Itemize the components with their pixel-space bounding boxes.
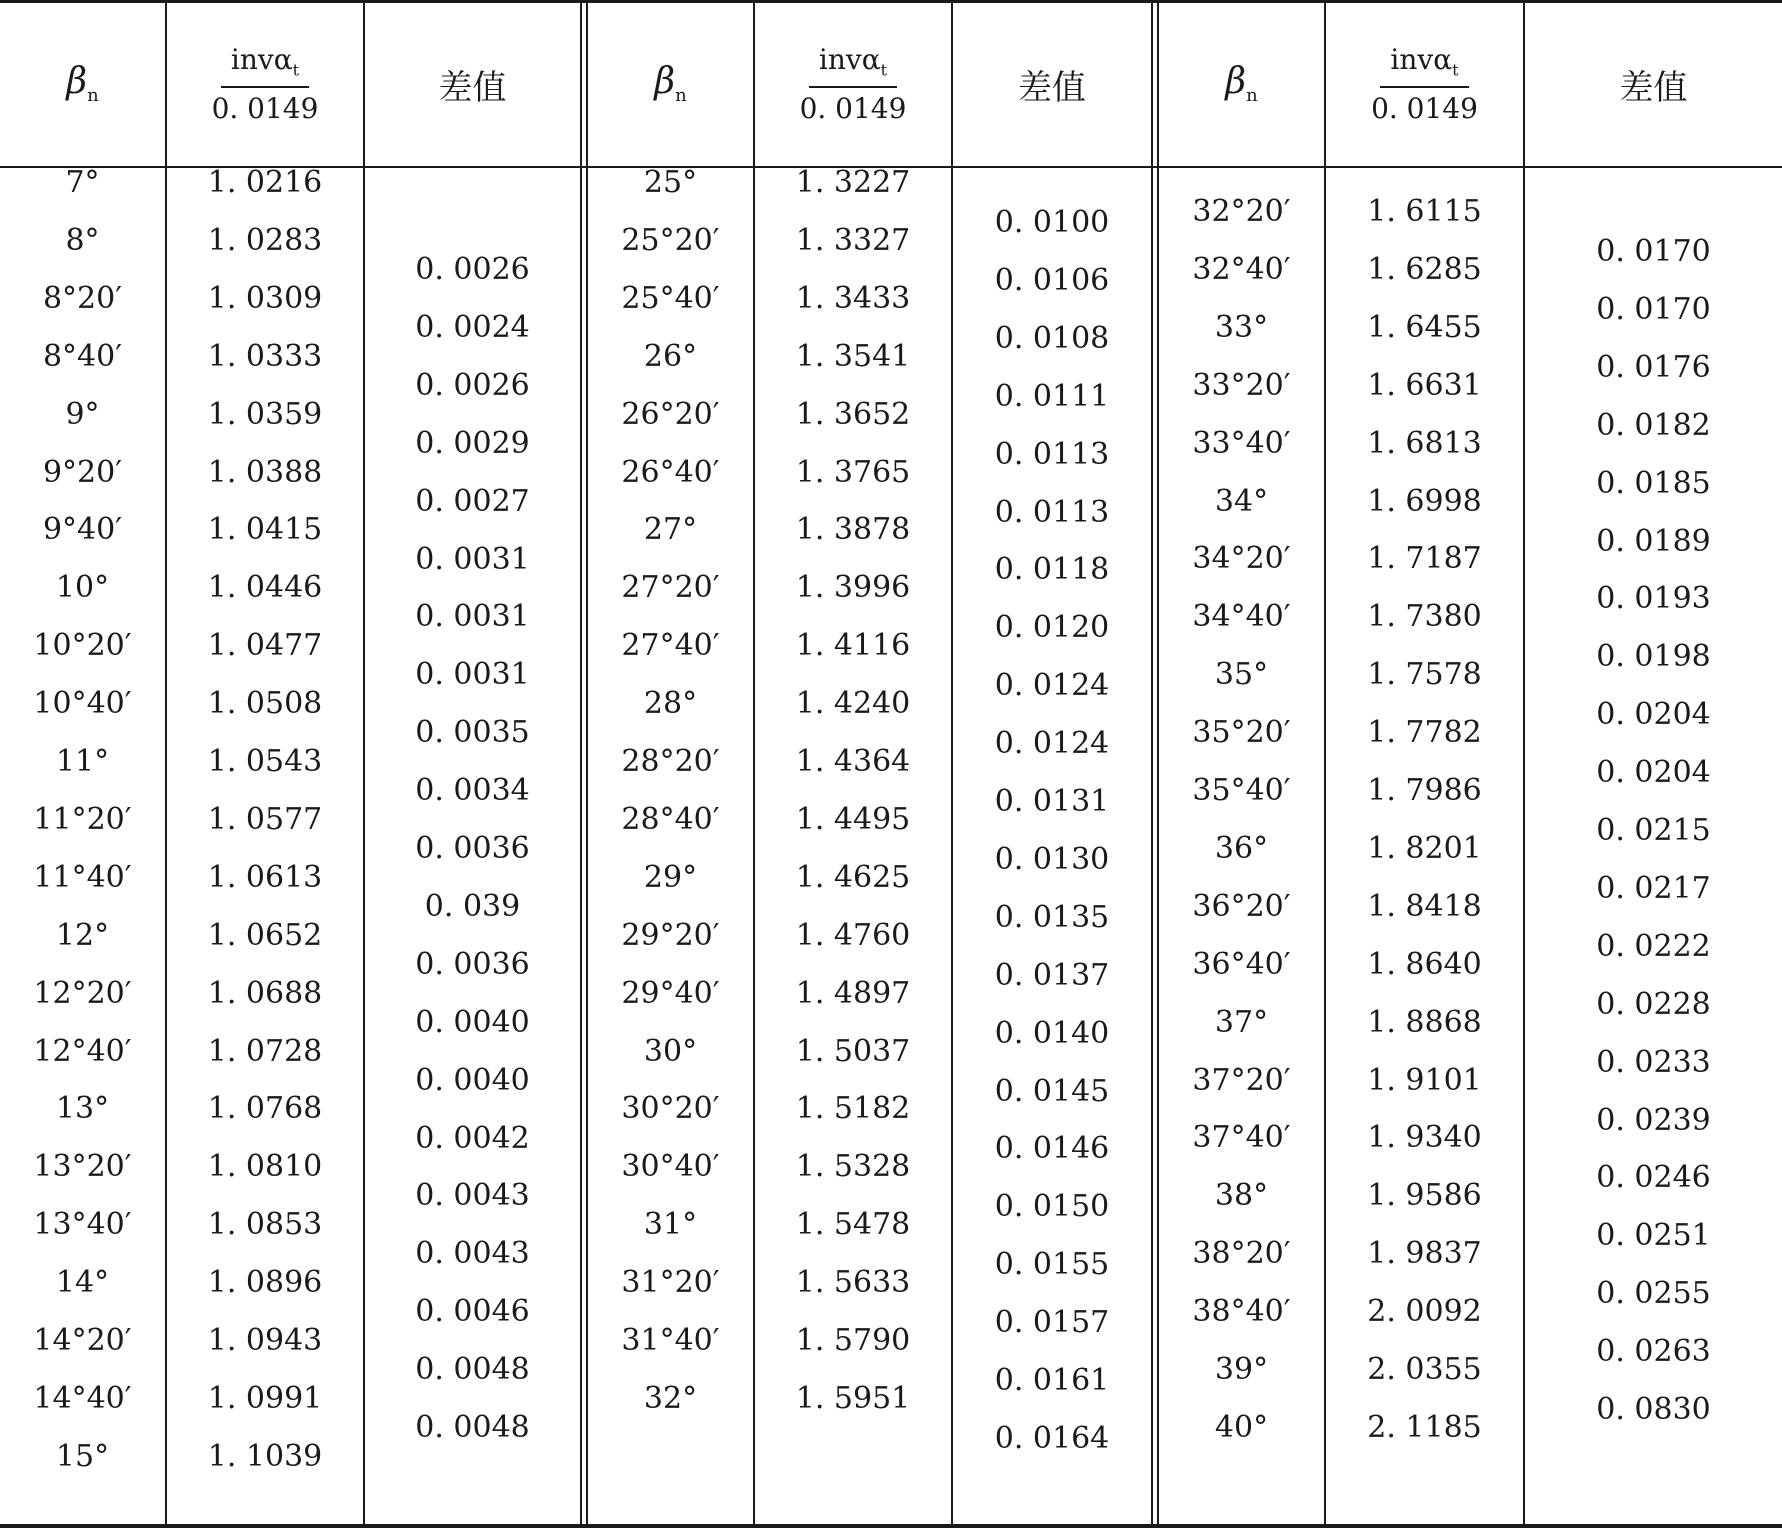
beta-cell: 29°20′	[621, 917, 720, 953]
ratio-cell: 1. 6998	[1367, 483, 1482, 519]
ratio-fraction	[212, 43, 319, 125]
diff-cell: 0. 0233	[1596, 1044, 1711, 1080]
ratio-cell: 1. 0508	[207, 686, 323, 722]
diff-cell: 0. 0124	[994, 668, 1110, 704]
diff-cell: 0. 0239	[1596, 1102, 1711, 1138]
diff-cell: 0. 0198	[1596, 639, 1711, 675]
header-diff: 差值	[1018, 67, 1086, 108]
ratio-cell: 1. 0768	[207, 1091, 323, 1127]
ratio-cell: 1. 4897	[795, 975, 911, 1011]
ratio-cell: 1. 3433	[795, 280, 911, 316]
diff-cell: 0. 0217	[1596, 870, 1711, 906]
beta-cell: 26°20′	[621, 396, 720, 432]
ratio-cell: 1. 0728	[207, 1033, 323, 1069]
ratio-denominator: 0. 0149	[211, 91, 319, 125]
beta-cell: 38°20′	[1192, 1236, 1291, 1272]
diff-cell: 0. 0170	[1596, 291, 1711, 327]
beta-cell: 35°20′	[1192, 715, 1291, 751]
ratio-cell: 1. 6285	[1367, 251, 1482, 287]
ratio-numerator-text: invα	[1390, 43, 1453, 77]
beta-cell: 14°40′	[33, 1380, 132, 1416]
diff-cell: 0. 0137	[994, 957, 1110, 993]
ratio-cell: 1. 0309	[207, 280, 323, 316]
beta-cell: 27°20′	[621, 570, 720, 606]
diff-cell: 0. 0040	[415, 1062, 530, 1098]
beta-cell: 10°20′	[33, 628, 132, 664]
beta-cell: 31°20′	[621, 1265, 720, 1301]
diff-cell: 0. 0111	[994, 378, 1110, 414]
diff-cell: 0. 0043	[415, 1178, 530, 1214]
beta-cell: 26°	[643, 338, 698, 374]
ratio-cell: 1. 8418	[1367, 888, 1482, 924]
diff-cell: 0. 0140	[994, 1015, 1110, 1051]
ratio-cell: 1. 0577	[207, 801, 323, 837]
diff-cell: 0. 0040	[415, 1004, 530, 1040]
beta-subscript: n	[1246, 85, 1258, 107]
ratio-cell: 1. 9586	[1367, 1178, 1482, 1214]
beta-cell: 9°	[65, 396, 100, 432]
diff-cell: 0. 0263	[1596, 1334, 1711, 1370]
diff-cell: 0. 0048	[415, 1352, 530, 1388]
diff-cell: 0. 0024	[415, 309, 530, 345]
panel-double-rule	[1151, 0, 1153, 1528]
beta-cell: 37°20′	[1192, 1062, 1291, 1098]
beta-cell: 11°20′	[33, 801, 132, 837]
ratio-cell: 1. 0283	[207, 222, 323, 258]
beta-cell: 8°20′	[42, 280, 123, 316]
panel-double-rule	[580, 0, 582, 1528]
diff-cell: 0. 0048	[415, 1410, 530, 1445]
ratio-numerator-text: invα	[818, 43, 881, 77]
ratio-cell: 1. 4364	[795, 744, 911, 779]
ratio-cell: 1. 3996	[795, 570, 911, 606]
diff-cell: 0. 0042	[415, 1120, 530, 1156]
ratio-cell: 1. 0991	[207, 1380, 323, 1416]
beta-cell: 30°40′	[621, 1149, 720, 1185]
beta-cell: 10°40′	[33, 686, 132, 722]
beta-cell: 25°20′	[621, 222, 720, 258]
diff-cell: 0. 0130	[994, 841, 1110, 877]
beta-cell: 36°20′	[1192, 888, 1291, 924]
diff-cell: 0. 0036	[415, 831, 530, 866]
ratio-cell: 1. 7380	[1367, 599, 1482, 635]
header-ratio	[167, 0, 363, 168]
diff-cell: 0. 0031	[415, 657, 530, 693]
ratio-cell: 1. 0216	[207, 165, 323, 200]
diff-cell: 0. 0118	[994, 552, 1110, 588]
diff-cell: 0. 0031	[415, 541, 530, 577]
beta-cell: 32°40′	[1192, 251, 1291, 287]
diff-cell: 0. 0046	[415, 1294, 530, 1330]
ratio-subscript: t	[1452, 60, 1459, 80]
ratio-cell: 2. 0092	[1367, 1294, 1482, 1330]
ratio-cell: 1. 3327	[795, 222, 911, 258]
diff-cell: 0. 0043	[415, 1236, 530, 1272]
ratio-cell: 1. 5633	[795, 1265, 911, 1301]
beta-cell: 10°	[55, 570, 110, 606]
beta-cell: 27°40′	[621, 628, 720, 664]
diff-cell: 0. 0026	[415, 367, 530, 403]
beta-cell: 30°	[643, 1033, 698, 1069]
diff-cell: 0. 0135	[994, 899, 1110, 935]
diff-cell: 0. 0108	[994, 320, 1110, 356]
beta-cell: 9°20′	[42, 454, 123, 490]
ratio-cell: 1. 0477	[207, 628, 323, 664]
ratio-cell: 1. 8201	[1367, 830, 1482, 866]
ratio-cell: 1. 0652	[207, 917, 323, 953]
ratio-cell: 1. 0810	[207, 1149, 323, 1185]
diff-cell: 0. 0157	[994, 1305, 1110, 1341]
ratio-numerator	[1380, 43, 1468, 88]
ratio-cell: 1. 3652	[795, 396, 911, 432]
diff-cell: 0. 0036	[415, 946, 530, 982]
ratio-cell: 1. 0613	[207, 859, 323, 895]
beta-cell: 11°40′	[33, 859, 132, 895]
diff-cell: 0. 0228	[1596, 986, 1711, 1022]
beta-cell: 29°40′	[621, 975, 720, 1011]
ratio-cell: 2. 0355	[1367, 1352, 1482, 1387]
beta-cell: 25°40′	[621, 280, 720, 316]
beta-cell: 34°	[1214, 483, 1269, 519]
diff-cell: 0. 0031	[415, 599, 530, 635]
beta-cell: 36°	[1214, 830, 1269, 866]
beta-cell: 7°	[65, 165, 100, 200]
diff-cell: 0. 039	[424, 888, 521, 924]
ratio-cell: 1. 4116	[795, 628, 911, 664]
ratio-subscript: t	[880, 60, 888, 80]
beta-cell: 35°	[1214, 657, 1269, 693]
beta-cell: 38°	[1214, 1178, 1269, 1214]
bottom-rule	[0, 1524, 1782, 1528]
header-ratio	[1326, 0, 1523, 168]
beta-cell: 34°40′	[1192, 599, 1291, 635]
beta-cell: 27°	[643, 512, 698, 548]
beta-cell: 29°	[643, 859, 698, 895]
beta-cell: 12°20′	[33, 975, 132, 1011]
beta-symbol: $\beta_n$	[1225, 61, 1258, 107]
diff-cell: 0. 0185	[1596, 465, 1711, 501]
ratio-cell: 1. 5951	[795, 1380, 911, 1416]
ratio-cell: 1. 0896	[207, 1265, 323, 1301]
ratio-cell: 1. 4495	[795, 801, 911, 837]
diff-cell: 0. 0182	[1596, 407, 1711, 443]
ratio-cell: 1. 5790	[795, 1323, 911, 1358]
ratio-cell: 1. 9101	[1367, 1062, 1482, 1098]
beta-cell: 14°20′	[33, 1323, 132, 1358]
diff-cell: 0. 0189	[1596, 523, 1711, 559]
diff-cell: 0. 0146	[994, 1131, 1110, 1167]
diff-cell: 0. 0029	[415, 425, 530, 461]
diff-cell: 0. 0255	[1596, 1276, 1711, 1312]
diff-cell: 0. 0251	[1596, 1218, 1711, 1254]
beta-cell: 26°40′	[621, 454, 720, 490]
ratio-cell: 1. 9340	[1367, 1120, 1482, 1156]
ratio-cell: 1. 7986	[1367, 773, 1482, 808]
beta-cell: 14°	[55, 1265, 110, 1301]
header-beta	[0, 0, 165, 168]
header-beta	[1159, 0, 1324, 168]
ratio-cell: 1. 5328	[795, 1149, 911, 1185]
ratio-cell: 1. 5037	[795, 1033, 911, 1069]
ratio-cell: 1. 7578	[1367, 657, 1482, 693]
beta-cell: 38°40′	[1192, 1294, 1291, 1330]
diff-cell: 0. 0113	[994, 436, 1110, 472]
ratio-cell: 1. 0415	[207, 512, 323, 548]
ratio-fraction	[800, 43, 907, 125]
diff-cell: 0. 0170	[1596, 234, 1711, 269]
header-beta	[588, 0, 753, 168]
beta-cell: 40°	[1214, 1409, 1269, 1445]
ratio-subscript: t	[292, 60, 300, 80]
beta-symbol: $\beta_n$	[654, 61, 687, 107]
beta-cell: 30°20′	[621, 1091, 720, 1127]
diff-cell: 0. 0106	[994, 262, 1110, 298]
ratio-numerator	[221, 43, 309, 88]
diff-cell: 0. 0204	[1596, 755, 1711, 791]
ratio-cell: 1. 0543	[207, 744, 323, 779]
ratio-cell: 1. 9837	[1367, 1236, 1482, 1272]
beta-cell: 37°40′	[1192, 1120, 1291, 1156]
beta-cell: 32°20′	[1192, 194, 1291, 229]
diff-cell: 0. 0145	[994, 1073, 1110, 1109]
diff-cell: 0. 0246	[1596, 1160, 1711, 1196]
header-diff: 差值	[1619, 67, 1688, 108]
diff-cell: 0. 0164	[994, 1420, 1110, 1456]
ratio-cell: 1. 6631	[1367, 367, 1482, 403]
ratio-cell: 1. 0943	[207, 1323, 323, 1358]
diff-cell: 0. 0124	[994, 726, 1110, 762]
diff-cell: 0. 0204	[1596, 697, 1711, 733]
diff-cell: 0. 0113	[994, 494, 1110, 530]
ratio-cell: 1. 6115	[1367, 194, 1482, 229]
ratio-cell: 1. 0446	[207, 570, 323, 606]
ratio-cell: 1. 5182	[795, 1091, 911, 1127]
beta-cell: 33°	[1214, 309, 1269, 345]
beta-cell: 12°40′	[33, 1033, 132, 1069]
beta-cell: 33°20′	[1192, 367, 1291, 403]
beta-cell: 13°40′	[33, 1207, 132, 1243]
ratio-cell: 1. 7187	[1367, 541, 1482, 577]
beta-cell: 31°40′	[621, 1323, 720, 1358]
diff-cell: 0. 0035	[415, 715, 530, 751]
header-diff: 差值	[438, 67, 507, 108]
beta-cell: 13°	[55, 1091, 110, 1127]
diff-cell: 0. 0193	[1596, 581, 1711, 617]
ratio-numerator-text: invα	[230, 43, 293, 77]
beta-subscript: n	[675, 85, 687, 107]
ratio-cell: 1. 8640	[1367, 946, 1482, 982]
beta-cell: 9°40′	[42, 512, 123, 548]
diff-cell: 0. 0176	[1596, 349, 1711, 385]
ratio-cell: 1. 4240	[795, 686, 911, 722]
ratio-cell: 1. 8868	[1367, 1004, 1482, 1040]
ratio-cell: 1. 3541	[795, 338, 911, 374]
diff-cell: 0. 0027	[415, 483, 530, 519]
beta-cell: 13°20′	[33, 1149, 132, 1185]
beta-cell: 28°40′	[621, 801, 720, 837]
diff-cell: 0. 0100	[994, 205, 1110, 240]
beta-cell: 11°	[55, 744, 110, 779]
beta-symbol: $\beta_n$	[66, 61, 99, 107]
ratio-cell: 1. 3227	[795, 165, 911, 200]
diff-cell: 0. 0222	[1596, 928, 1711, 964]
beta-cell: 12°	[55, 917, 110, 953]
ratio-cell: 1. 0853	[207, 1207, 323, 1243]
diff-cell: 0. 0131	[994, 784, 1110, 819]
ratio-fraction	[1371, 43, 1478, 125]
beta-cell: 33°40′	[1192, 425, 1291, 461]
beta-cell: 15°	[55, 1438, 110, 1474]
beta-cell: 34°20′	[1192, 541, 1291, 577]
beta-cell: 37°	[1214, 1004, 1269, 1040]
diff-cell: 0. 0161	[994, 1363, 1110, 1398]
ratio-cell: 1. 6813	[1367, 425, 1482, 461]
ratio-cell: 1. 1039	[207, 1438, 323, 1474]
beta-cell: 39°	[1214, 1352, 1269, 1387]
ratio-denominator: 0. 0149	[1371, 91, 1478, 125]
beta-cell: 35°40′	[1192, 773, 1291, 808]
ratio-cell: 1. 4760	[795, 917, 911, 953]
diff-cell: 0. 0830	[1596, 1392, 1711, 1427]
ratio-denominator: 0. 0149	[799, 91, 907, 125]
diff-cell: 0. 0026	[415, 252, 530, 287]
ratio-cell: 1. 6455	[1367, 309, 1482, 345]
beta-cell: 8°	[65, 222, 100, 258]
beta-subscript: n	[87, 85, 99, 107]
beta-cell: 25°	[643, 165, 698, 200]
beta-cell: 28°20′	[621, 744, 720, 779]
ratio-cell: 1. 0359	[207, 396, 323, 432]
diff-cell: 0. 0034	[415, 773, 530, 809]
ratio-cell: 1. 0688	[207, 975, 323, 1011]
ratio-cell: 1. 0388	[207, 454, 323, 490]
beta-cell: 31°	[643, 1207, 698, 1243]
diff-cell: 0. 0215	[1596, 813, 1711, 848]
beta-cell: 8°40′	[42, 338, 123, 374]
beta-cell: 32°	[643, 1380, 698, 1416]
beta-cell: 28°	[643, 686, 698, 722]
ratio-cell: 2. 1185	[1367, 1409, 1482, 1445]
ratio-cell: 1. 3765	[795, 454, 911, 490]
ratio-cell: 1. 4625	[795, 859, 911, 895]
ratio-cell: 1. 5478	[795, 1207, 911, 1243]
beta-cell: 36°40′	[1192, 946, 1291, 982]
diff-cell: 0. 0155	[994, 1247, 1110, 1283]
diff-cell: 0. 0150	[994, 1189, 1110, 1225]
ratio-numerator	[809, 43, 897, 88]
header-ratio	[755, 0, 951, 168]
diff-cell: 0. 0120	[994, 610, 1110, 646]
ratio-cell: 1. 7782	[1367, 715, 1482, 751]
ratio-cell: 1. 0333	[207, 338, 323, 374]
ratio-cell: 1. 3878	[795, 512, 911, 548]
